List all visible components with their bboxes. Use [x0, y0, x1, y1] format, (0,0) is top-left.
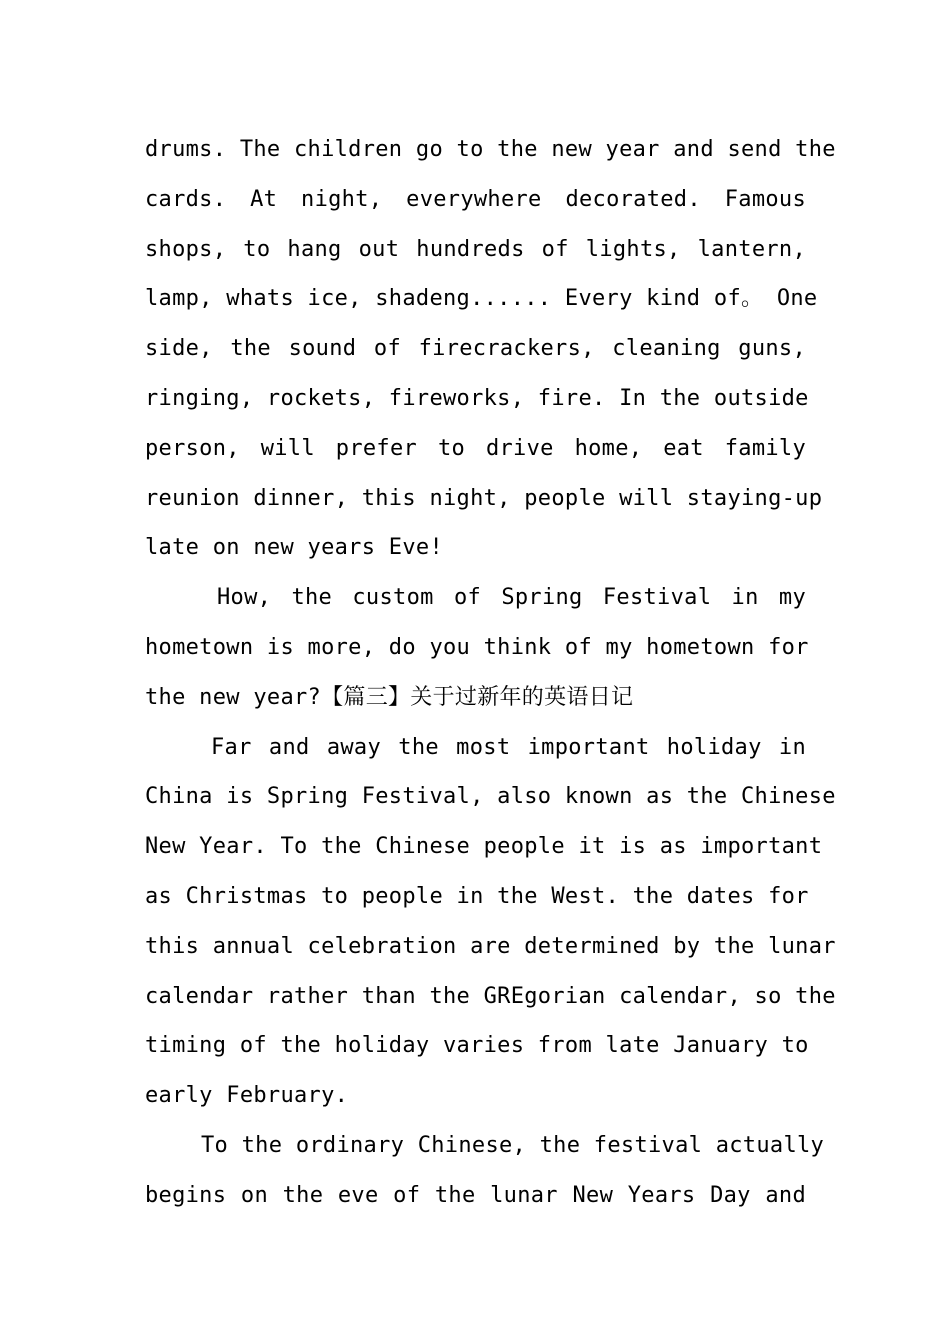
- paragraph-festival-night: [145, 125, 836, 573]
- text-line: drums. The children go to the new year and send the: [145, 137, 836, 162]
- text-line: this annual celebration are determined by the lunar: [145, 933, 836, 959]
- text-line: person, will prefer to drive home, eat family: [145, 435, 806, 461]
- text-line-fragment: the new year?: [145, 684, 322, 710]
- text-line: lamp, whats ice, shadeng...... Every kind of。 One: [145, 286, 818, 312]
- text-line: begins on the eve of the lunar New Years Day and: [145, 1182, 806, 1208]
- text-line: timing of the holiday varies from late January to: [145, 1033, 809, 1059]
- text-line: ringing, rockets, fireworks, fire. In the outside: [145, 385, 809, 411]
- text-line: shops, to hang out hundreds of lights, lantern,: [145, 236, 806, 262]
- paragraph-spring-festival: [145, 723, 836, 1121]
- document-body: [145, 125, 836, 1221]
- text-line: cards. At night, everywhere decorated. Famous: [145, 186, 806, 212]
- text-line: To the ordinary Chinese, the festival actually: [201, 1132, 825, 1158]
- text-line: hometown is more, do you think of my hometown for: [145, 634, 809, 660]
- paragraph-ordinary-chinese: [145, 1121, 825, 1221]
- text-line: as Christmas to people in the West. the dates for: [145, 883, 809, 909]
- paragraph-hometown-custom: [145, 573, 809, 722]
- text-line: [145, 673, 806, 723]
- text-line: New Year. To the Chinese people it is as important: [145, 834, 823, 860]
- text-line: calendar rather than the GREgorian calendar, so the: [145, 983, 836, 1009]
- text-line: side, the sound of firecrackers, cleaning guns,: [145, 336, 806, 362]
- text-line: Far and away the most important holiday in: [211, 734, 806, 760]
- section-heading: 【篇三】关于过新年的英语日记: [321, 684, 634, 710]
- text-line: reunion dinner, this night, people will staying-up: [145, 485, 823, 511]
- text-line: early February.: [145, 1083, 349, 1109]
- text-line: late on new years Eve!: [145, 535, 443, 561]
- text-line: China is Spring Festival, also known as the Chinese: [145, 784, 836, 810]
- text-line: How, the custom of Spring Festival in my: [217, 585, 806, 611]
